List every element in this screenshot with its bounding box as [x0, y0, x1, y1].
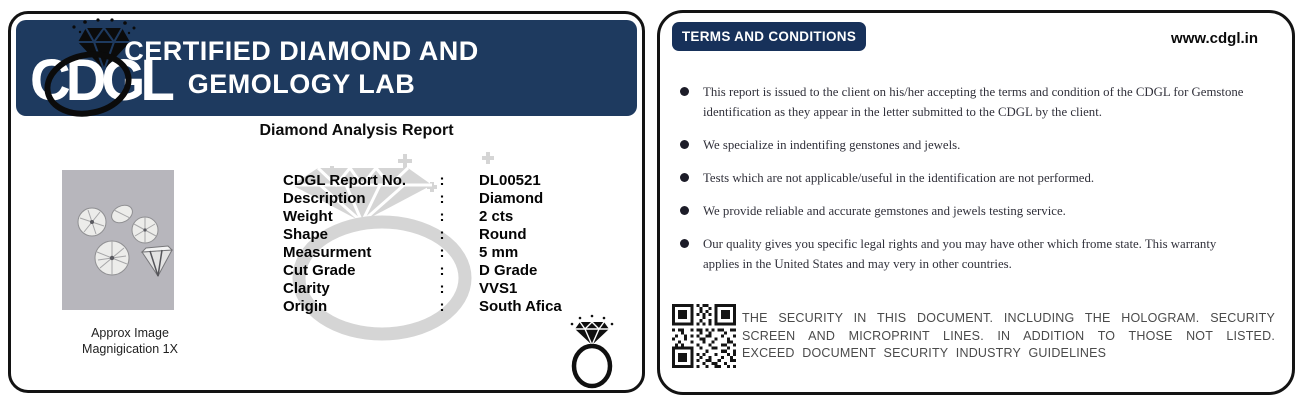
security-note: THE SECURITY IN THIS DOCUMENT. INCLUDING THE HOLOGRAM. SECURITY SCREEN AND MICROPRINT LINES. IN ADDITION TO THOSE NOT LISTED. EXCEED DOCUMENT SECURITY INDUSTRY GUIDELINES	[742, 311, 1275, 360]
website-url: www.cdgl.in	[1171, 30, 1258, 47]
svg-text:CDGL: CDGL	[30, 48, 174, 113]
field-colon: :	[439, 189, 445, 207]
bullet-dot-icon	[680, 140, 689, 149]
field-colon: :	[439, 225, 445, 243]
bullet-dot-icon	[680, 87, 689, 96]
qr-code-icon	[672, 304, 736, 368]
term-text: Our quality gives you specific legal rights and you may have other which frome state. This warranty applies in the United States and may very in other countries.	[703, 237, 1217, 271]
bullet-dot-icon	[680, 173, 689, 182]
field-colon: :	[439, 207, 445, 225]
lab-title-line1: CERTIFIED DIAMOND AND	[124, 36, 479, 66]
term-item	[680, 234, 1260, 274]
term-text: Tests which are not applicable/useful in the identification are not performed.	[703, 171, 1095, 185]
field-label: Origin	[283, 297, 328, 315]
field-label: CDGL Report No.	[283, 171, 407, 189]
field-colon: :	[439, 171, 445, 189]
field-value: South Afica	[479, 297, 562, 315]
terms-header-label: TERMS AND CONDITIONS	[681, 29, 857, 44]
field-value: Round	[479, 225, 527, 243]
field-colon: :	[439, 243, 445, 261]
lab-title-line2: GEMOLOGY LAB	[187, 69, 416, 99]
report-subtitle: Diamond Analysis Report	[259, 122, 454, 139]
field-value: VVS1	[479, 279, 518, 297]
term-text: We provide reliable and accurate gemstones and jewels testing service.	[703, 204, 1066, 218]
bullet-dot-icon	[680, 239, 689, 248]
field-row-description	[283, 189, 562, 207]
field-label: Measurment	[283, 243, 372, 261]
bullet-dot-icon	[680, 206, 689, 215]
field-row-weight	[283, 207, 562, 225]
diamond-ring-icon	[563, 314, 621, 390]
front-header-bar	[16, 20, 637, 116]
field-label: Clarity	[283, 279, 330, 297]
term-text: We specialize in indentifing genstones and jewels.	[703, 138, 961, 152]
photo-caption-line2: Magnigication 1X	[82, 342, 178, 356]
diamonds-photo	[62, 170, 174, 310]
photo-caption	[25, 325, 235, 357]
term-item	[680, 201, 1260, 221]
field-colon: :	[439, 261, 445, 279]
photo-caption-line1: Approx Image	[91, 326, 169, 340]
field-row-clarity	[283, 279, 562, 297]
field-colon: :	[439, 279, 445, 297]
field-row-measurment	[283, 243, 562, 261]
term-text: This report is issued to the client on his/her accepting the terms and condition of the CDGL for Gemstone identification as they appear in the letter submitted to the CDGL by the client.	[703, 85, 1244, 119]
terms-header-badge	[672, 22, 866, 51]
field-label: Description	[283, 189, 366, 207]
field-row-report-no	[283, 171, 562, 189]
field-colon: :	[439, 297, 445, 315]
field-value: DL00521	[479, 171, 541, 189]
field-label: Cut Grade	[283, 261, 356, 279]
field-label: Weight	[283, 207, 333, 225]
terms-list	[680, 82, 1260, 287]
field-row-origin	[283, 297, 562, 315]
report-card-back	[657, 10, 1295, 395]
field-row-shape	[283, 225, 562, 243]
report-fields	[283, 171, 562, 315]
lab-title	[116, 20, 487, 116]
term-item	[680, 168, 1260, 188]
term-item	[680, 82, 1260, 122]
field-label: Shape	[283, 225, 329, 243]
report-card-front	[8, 11, 645, 393]
term-item	[680, 135, 1260, 155]
field-value: 2 cts	[479, 207, 514, 225]
field-value: 5 mm	[479, 243, 519, 261]
field-value: D Grade	[479, 261, 538, 279]
field-row-cut-grade	[283, 261, 562, 279]
field-value: Diamond	[479, 189, 544, 207]
